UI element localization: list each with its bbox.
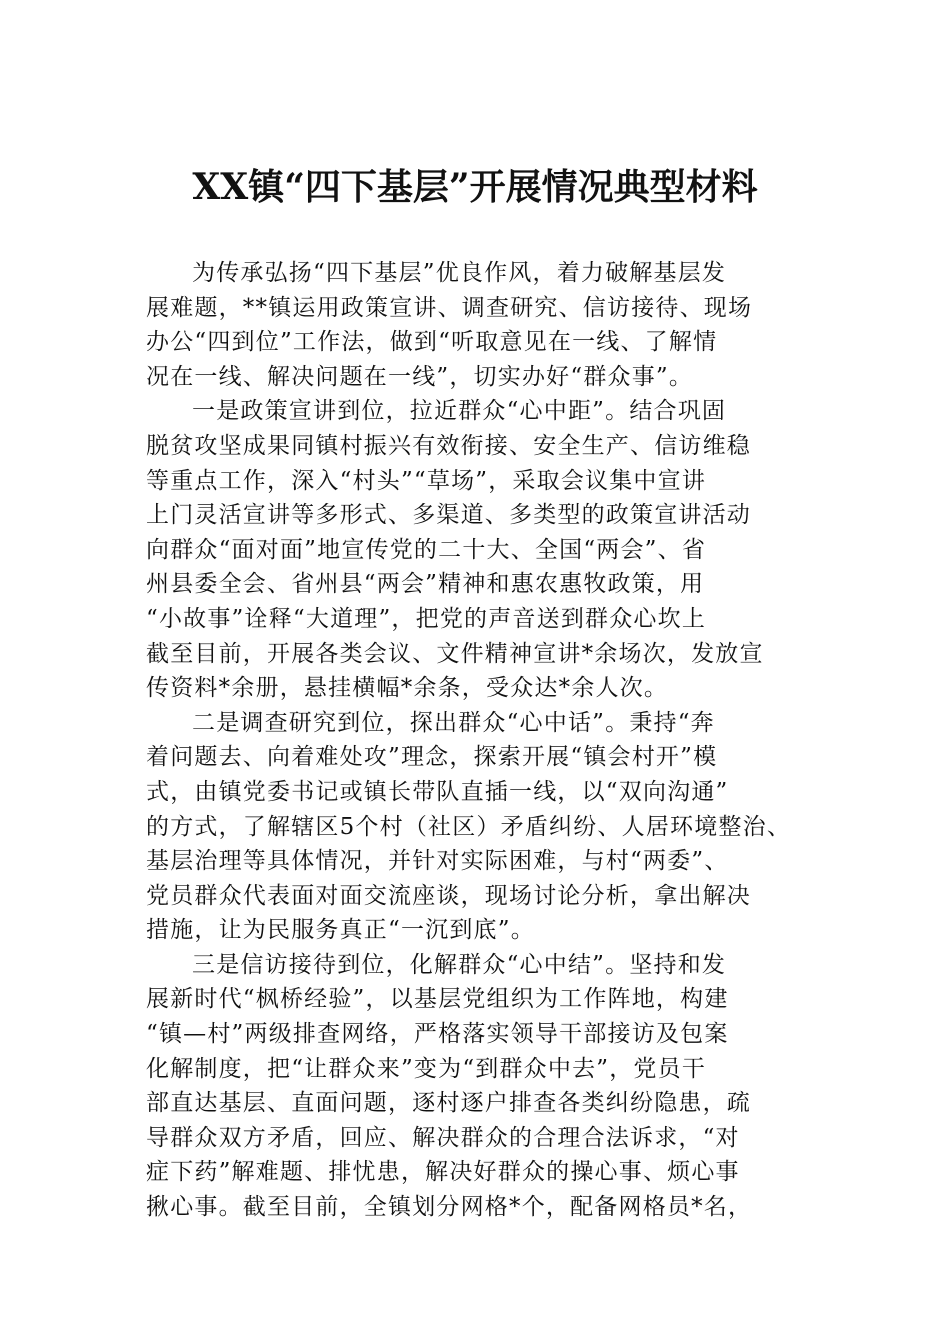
text-line: 措施，让为民服务真正“一沉到底”。 [146,917,535,944]
text-line: 三是信访接待到位，化解群众“心中结”。坚持和发 [192,951,727,978]
text-line: 基层治理等具体情况，并针对实际困难，与村“两委”、 [146,848,729,875]
text-line: 办公“四到位”工作法，做到“听取意见在一线、了解情 [146,329,718,356]
text-line: 党员群众代表面对面交流座谈，现场讨论分析，拿出解决 [146,882,751,909]
text-line: 揪心事。截至目前，全镇划分网格*个，配备网格员*名， [146,1194,753,1221]
text-line: 化解制度，把“让群众来”变为“到群众中去”，党员干 [146,1055,707,1082]
document-title: XX镇“四下基层”开展情况典型材料 [192,166,758,208]
text-line: 展难题，**镇运用政策宣讲、调查研究、信访接待、现场 [146,294,753,321]
text-line: 二是调查研究到位，探出群众“心中话”。秉持“奔 [192,709,715,736]
text-line: 上门灵活宣讲等多形式、多渠道、多类型的政策宣讲活动 [146,502,751,529]
text-line: 脱贫攻坚成果同镇村振兴有效衔接、安全生产、信访维稳 [146,432,751,459]
text-line: 展新时代“枫桥经验”，以基层党组织为工作阵地，构建 [146,986,729,1013]
text-line: “小故事”诠释“大道理”，把党的声音送到群众心坎上 [146,605,707,632]
text-line: 州县委全会、省州县“两会”精神和惠农惠牧政策，用 [146,571,705,598]
text-line: 部直达基层、直面问题，逐村逐户排查各类纠纷隐患，疏 [146,1090,751,1117]
text-line: 为传承弘扬“四下基层”优良作风，着力破解基层发 [192,260,727,286]
text-line: “镇—村”两级排查网络，严格落实领导干部接访及包案 [146,1021,729,1048]
text-line: 况在一线、解决问题在一线”，切实办好“群众事”。 [146,363,694,390]
text-line: 一是政策宣讲到位，拉近群众“心中距”。结合巩固 [192,398,727,425]
text-line: 的方式，了解辖区5个村（社区）矛盾纠纷、人居环境整治、 [146,813,792,840]
text-line: 截至目前，开展各类会议、文件精神宣讲*余场次，发放宣 [146,640,764,667]
text-line: 导群众双方矛盾，回应、解决群众的合理合法诉求，“对 [146,1124,740,1151]
text-line: 等重点工作，深入“村头”“草场”，采取会议集中宣讲 [146,467,707,494]
text-line: 着问题去、向着难处攻”理念，探索开展“镇会村开”模 [146,744,718,771]
text-line: 式，由镇党委书记或镇长带队直插一线，以“双向沟通” [146,778,729,805]
document-body [146,256,826,1225]
text-line: 向群众“面对面”地宣传党的二十大、全国“两会”、省 [146,536,707,563]
text-line: 症下药”解难题、排忧患，解决好群众的操心事、烦心事 [146,1159,740,1186]
text-line: 传资料*余册，悬挂横幅*余条，受众达*余人次。 [146,675,669,702]
